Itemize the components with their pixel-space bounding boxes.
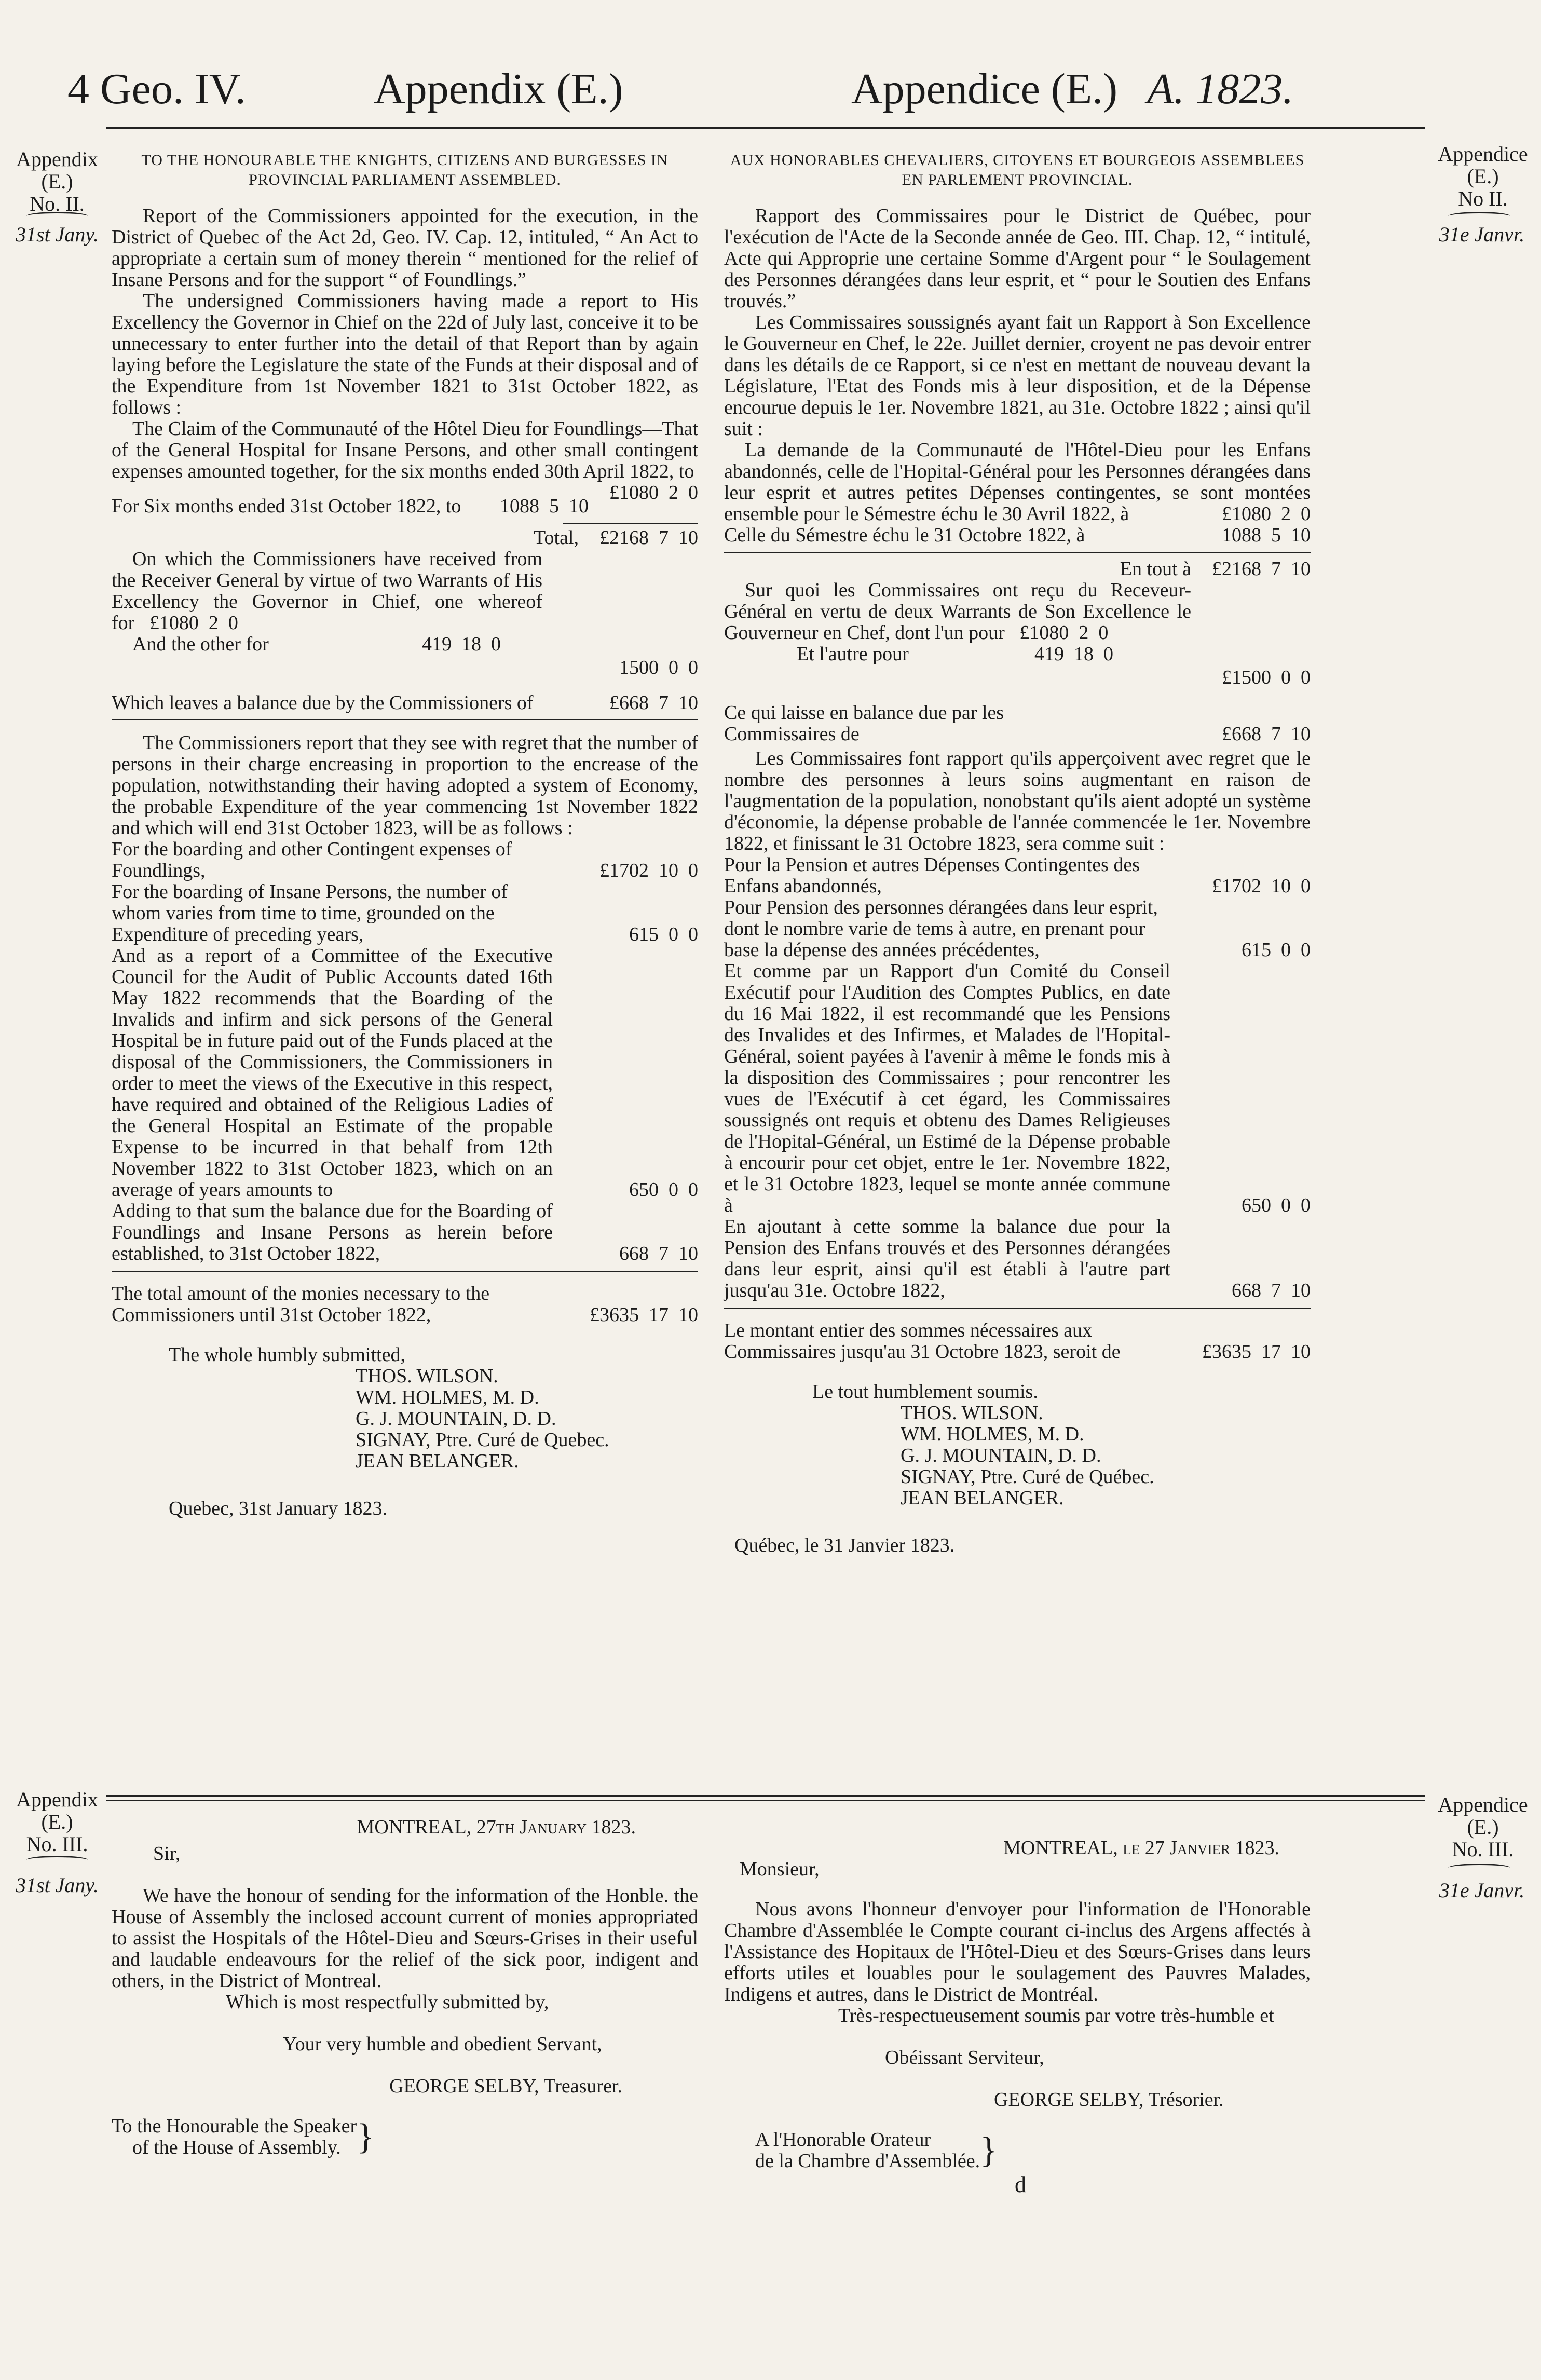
total-label-en: Total, <box>533 527 579 549</box>
other-row-fr <box>724 644 1191 665</box>
amount-six-fr: 1088 5 10 <box>1222 524 1311 546</box>
grand-amount-fr: £3635 17 10 <box>1202 1341 1311 1363</box>
salutation-fr: Monsieur, <box>740 1858 820 1880</box>
item2-amount-en: 615 0 0 <box>629 923 698 945</box>
signer-en-5: JEAN BELANGER. <box>356 1450 519 1472</box>
signature-fr: GEORGE SELBY, Trésorier. <box>994 2089 1224 2111</box>
addressee1-en: To the Honourable the Speaker <box>112 2115 357 2137</box>
closing2-en: Your very humble and obedient Servant, <box>283 2033 602 2055</box>
signer-en-1: THOS. WILSON. <box>356 1365 498 1387</box>
report-fr-column <box>724 151 1311 1556</box>
other-row-en <box>112 634 542 655</box>
six-months-en: For Six months ended 31st October 1822, to <box>112 495 461 517</box>
header-left-title: Appendix (E.) <box>374 65 623 113</box>
item3-row-en <box>112 945 698 1201</box>
intro-fr: Rapport des Commissaires pour le District de Québec, pour l'exécution de l'Acte de la Seconde année de Geo. III. Chap. 12, “ intitulé, Acte qui Approprie une certaine Somme d'Argent pour “ le Soulagement des Personnes dérangées dans leur esprit, et “ pour le Soutien des Enfans trouvés.” <box>724 205 1311 312</box>
margin-left-appendix-3: Appendix (E.) No. III. <box>16 1788 98 1856</box>
addressee2-en: of the House of Assembly. <box>132 2137 341 2158</box>
other-amount-fr: 419 18 0 <box>1034 643 1113 665</box>
item2-en: For the boarding of Insane Persons, the number of whom varies from time to time, grounded on the Expenditure of preceding years, <box>112 881 508 945</box>
item4-fr: En ajoutant à cette somme la balance due pour la Pension des Enfans trouvés et des Personnes dérangées dans leur esprit, ainsi qu'il est établi à l'autre part jusqu'au 31e. Octobre 1822, <box>724 1216 1170 1301</box>
letter-en-column <box>112 1817 698 2158</box>
received-total-fr: £1500 0 0 <box>1222 667 1311 688</box>
header-right-regnal: A. 1823. <box>1147 65 1294 113</box>
item2-fr: Pour Pension des personnes dérangées dans leur esprit, dont le nombre varie de tems à autre, en prenant pour base la dépense des années précédentes, <box>724 896 1158 961</box>
grand-amount-en: £3635 17 10 <box>590 1304 698 1326</box>
addressee1-fr: A l'Honorable Orateur <box>755 2129 931 2151</box>
header-left-regnal: 4 Geo. IV. <box>67 65 246 113</box>
item1-fr: Pour la Pension et autres Dépenses Contingentes des Enfans abandonnés, <box>724 854 1140 897</box>
para2-en <box>112 418 698 504</box>
rule-grand-en <box>112 1271 698 1272</box>
balance-fr: Ce qui laisse en balance due par les Commissaires de <box>724 702 1004 745</box>
received-total-en: 1500 0 0 <box>619 657 698 678</box>
intro-en: Report of the Commissioners appointed for the execution, in the District of Quebec of the Act 2d, Geo. IV. Cap. 12, intituled, “ An Act to appropriate a certain sum of money therein “ mentioned for the relief of Insane Persons and for the support “ of Foundlings.” <box>112 205 698 291</box>
salutation-en: Sir, <box>153 1843 181 1865</box>
rule-total-en <box>563 523 698 524</box>
item3-en: And as a report of a Committee of the Executive Council for the Audit of Public Accounts dated 16th May 1822 recommends that the Boarding of the Invalids and infirm and sick persons of the General Hospital be in future paid out of the Funds placed at the disposal of the Commissioners, the Commissioners in order to meet the views of the Executive in this respect, have required and obtained of the Religious Ladies of the General Hospital an Estimate of the propable Expense to be incurred in that behalf from 12th November 1822 to 31st October 1823, which on an average of years amounts to <box>112 945 553 1201</box>
grand-row-fr <box>724 1320 1311 1363</box>
six-months-row-fr <box>724 525 1311 546</box>
addressee-en <box>112 2116 698 2158</box>
place-date-fr: Québec, le 31 Janvier 1823. <box>734 1534 955 1556</box>
grand-row-en <box>112 1283 698 1326</box>
rule-balance-en <box>112 686 698 687</box>
grand-en: The total amount of the monies necessary to the Commissioners until 31st October 1822, <box>112 1283 490 1326</box>
received-fr <box>724 580 1191 644</box>
signer-fr-2: WM. HOLMES, M. D. <box>901 1423 1084 1445</box>
item2-amount-fr: 615 0 0 <box>1242 939 1311 961</box>
margin-left-brace-2 <box>26 212 88 221</box>
rule-balance-fr <box>724 696 1311 697</box>
margin-left-appendix-2: Appendix (E.) No. II. <box>16 147 98 216</box>
margin-right-brace-2 <box>1448 212 1510 221</box>
item1-amount-en: £1702 10 0 <box>599 860 698 881</box>
signer-fr-5: JEAN BELANGER. <box>901 1487 1064 1509</box>
addressee-lines-fr <box>755 2129 980 2172</box>
item4-amount-fr: 668 7 10 <box>1232 1280 1311 1301</box>
amount-april-en: £1080 2 0 <box>609 482 698 504</box>
item4-amount-en: 668 7 10 <box>619 1243 698 1264</box>
item1-row-fr <box>724 854 1311 897</box>
item3-row-fr <box>724 961 1311 1216</box>
balance-row-en <box>112 692 698 714</box>
dateline-en: MONTREAL, 27th January 1823. <box>357 1816 636 1838</box>
six-months-row-en <box>112 496 589 517</box>
margin-left-date-3: 31st Jany. <box>16 1873 99 1897</box>
margin-right-brace-3 <box>1448 1864 1510 1872</box>
header-right-title: Appendice (E.) <box>851 65 1118 113</box>
received-block-en <box>112 549 542 655</box>
item2-row-en <box>112 881 698 945</box>
signer-fr-1: THOS. WILSON. <box>901 1402 1043 1424</box>
item3-amount-en: 650 0 0 <box>629 1179 698 1201</box>
received-total-row-en <box>112 657 698 678</box>
total-row-en <box>112 527 698 549</box>
item4-en: Adding to that sum the balance due for the Boarding of Foundlings and Insane Persons as herein before established, to 31st October 1822, <box>112 1200 553 1264</box>
addressee-fr <box>724 2129 1311 2172</box>
received-amount-en: £1080 2 0 <box>149 612 238 634</box>
rule-grand-fr <box>724 1308 1311 1309</box>
margin-right-date-2: 31e Janvr. <box>1439 223 1525 246</box>
section-divider-bottom <box>106 1800 1425 1801</box>
received-amount-fr: £1080 2 0 <box>1019 622 1109 644</box>
received-block-fr <box>724 580 1191 665</box>
signature-mark: d <box>1015 2172 1026 2197</box>
item1-amount-fr: £1702 10 0 <box>1212 875 1311 897</box>
signer-fr-3: G. J. MOUNTAIN, D. D. <box>901 1445 1101 1466</box>
para1-fr: Les Commissaires soussignés ayant fait un Rapport à Son Excellence le Gouverneur en Chef, le 22e. Juillet dernier, croyent ne pas devoir entrer dans les détails de ce Rapport, si ce n'est en mettant de nouveau devant la Législature, l'Etat des Fonds mis à leur disposition, et de la Dépense encourue depuis le 1er. Novembre 1821, au 31e. Octobre 1822 ; ainsi qu'il suit : <box>724 311 1311 440</box>
rule-total-fr <box>724 552 1311 553</box>
para3-fr: Les Commissaires font rapport qu'ils apperçoivent avec regret que le nombre des personnes à leurs soins augmentant en raison de l'augmentation de la population, nonobstant qu'ils aient adopté un système d'économie, la dépense probable de l'année commencée le 1er. Novembre 1822, et finissant le 31 Octobre 1823, sera comme suit : <box>724 747 1311 854</box>
margin-right-appendix-3: Appendice (E.) No. III. <box>1438 1793 1528 1861</box>
margin-left-brace-3 <box>26 1856 88 1865</box>
para2-fr-text: La demande de la Communauté de l'Hôtel-Dieu pour les Enfans abandonnés, celle de l'Hopital-Général pour les Personnes dérangées dans leur esprit et autres petites Dépenses contingentes, se sont montées ensemble pour le Sémestre échu le 30 Avril 1822, à <box>724 439 1311 525</box>
balance-amount-en: £668 7 10 <box>609 692 698 714</box>
other-amount-en: 419 18 0 <box>422 633 501 655</box>
total-amount-en: £2168 7 10 <box>599 527 698 549</box>
total-row-fr <box>724 559 1311 580</box>
addressee-lines-en <box>112 2116 357 2158</box>
dateline-fr: MONTREAL, le 27 Janvier 1823. <box>1003 1837 1279 1859</box>
addressee2-fr: de la Chambre d'Assemblée. <box>755 2150 980 2172</box>
amount-april-fr: £1080 2 0 <box>1222 503 1311 525</box>
signers-fr <box>724 1403 1311 1509</box>
six-months-fr: Celle du Sémestre échu le 31 Octobre 1822, à <box>724 524 1085 546</box>
received-en-text: On which the Commissioners have received from the Receiver General by virtue of two Warrants of His Excellency the Governor in Chief, one whereof for <box>112 548 542 634</box>
signer-en-3: G. J. MOUNTAIN, D. D. <box>356 1408 556 1430</box>
closing2-fr: Obéissant Serviteur, <box>885 2047 1044 2069</box>
total-label-fr: En tout à <box>1120 558 1191 580</box>
brace-icon: } <box>357 2117 374 2157</box>
place-date-en: Quebec, 31st January 1823. <box>169 1498 388 1519</box>
margin-right-date-3: 31e Janvr. <box>1439 1879 1525 1902</box>
letter-body-fr: Nous avons l'honneur d'envoyer pour l'information de l'Honorable Chambre d'Assemblée le Compte courant ci-inclus des Argens affectés à l'Assistance des Hopitaux de l'Hôtel-Dieu et des Sœurs-Grises dans leurs efforts utiles et louables pour le soulagement des Pauvres Malades, Indigens et autres, dans le District de Montréal. <box>724 1898 1311 2005</box>
grand-fr: Le montant entier des sommes nécessaires aux Commissaires jusqu'au 31 Octobre 1823, seroit de <box>724 1320 1121 1363</box>
item4-row-en <box>112 1201 698 1264</box>
received-fr-text: Sur quoi les Commissaires ont reçu du Receveur-Général en vertu de deux Warrants de Son Excellence le Gouverneur en Chef, dont l'un pour <box>724 579 1191 644</box>
para2-fr <box>724 440 1311 525</box>
balance-en: Which leaves a balance due by the Commissioners of <box>112 692 534 714</box>
received-en <box>112 549 542 634</box>
item2-row-fr <box>724 897 1311 961</box>
other-en: And the other for <box>132 633 269 655</box>
margin-left-date-2: 31st Jany. <box>16 223 99 246</box>
report-en-column <box>112 151 698 1519</box>
section-divider-top <box>106 1795 1425 1797</box>
item4-row-fr <box>724 1216 1311 1301</box>
para1-en: The undersigned Commissioners having made a report to His Excellency the Governor in Chief on the 22d of July last, conceive it to be unnecessary to enter further into the detail of that Report than by again laying before the Legislature the state of the Funds at their disposal and of the Expenditure from 1st November 1821 to 31st October 1822, as follows : <box>112 290 698 418</box>
signer-en-2: WM. HOLMES, M. D. <box>356 1386 539 1408</box>
signers-en <box>112 1366 698 1472</box>
rule-para3-en <box>112 719 698 720</box>
signature-en: GEORGE SELBY, Treasurer. <box>389 2075 622 2097</box>
letter-fr-column <box>724 1817 1311 2195</box>
header-rule <box>106 127 1425 129</box>
item1-en: For the boarding and other Contingent expenses of Foundlings, <box>112 838 512 881</box>
amount-six-en: 1088 5 10 <box>500 495 589 517</box>
item1-row-en <box>112 839 698 881</box>
item3-fr: Et comme par un Rapport d'un Comité du Conseil Exécutif pour l'Audition des Comptes Publics, en date du 16 Mai 1822, il est recommandé que les Pensions des Invalides et des Infirmes, et Malades de l'Hopital-Général, soient payées à l'avenir à même le fonds mis à la disposition des Commissaires ; pour rencontrer les vues de l'Exécutif à cet égard, les Commissaires soussignés ont requis et obtenu des Dames Religieuses de l'Hopital-Général, un Estimé de la Dépense probable à encourir pour cet objet, entre le 1er. Novembre 1822, et le 31 Octobre 1823, lequel se monte année commune à <box>724 960 1170 1216</box>
signer-en-4: SIGNAY, Ptre. Curé de Quebec. <box>356 1429 609 1451</box>
submitted-en: The whole humbly submitted, <box>169 1344 405 1366</box>
address-fr: AUX HONORABLES CHEVALIERS, CITOYENS ET BOURGEOIS ASSEMBLEES EN PARLEMENT PROVINCIAL. <box>730 152 1305 188</box>
other-fr: Et l'autre pour <box>797 643 909 665</box>
total-amount-fr: £2168 7 10 <box>1212 558 1311 580</box>
para3-en: The Commissioners report that they see with regret that the number of persons in their charge encreasing in proportion to the encrease of the population, notwithstanding their having adopted a system of Economy, the probable Expenditure of the year commencing 1st November 1822 and which will end 31st October 1823, will be as follows : <box>112 732 698 839</box>
margin-right-appendix-2: Appendice (E.) No II. <box>1438 142 1528 211</box>
item3-amount-fr: 650 0 0 <box>1242 1194 1311 1216</box>
brace-icon: } <box>980 2130 998 2170</box>
closing1-en: Which is most respectfully submitted by, <box>226 1991 549 2013</box>
letter-body-en: We have the honour of sending for the information of the Honble. the House of Assembly the inclosed account current of monies appropriated to assist the Hospitals of the Hôtel-Dieu and Sœurs-Grises in their useful and laudable endeavours for the relief of the sick poor, indigent and others, in the District of Montreal. <box>112 1885 698 1992</box>
received-total-row-fr <box>724 667 1311 688</box>
address-en: TO THE HONOURABLE THE KNIGHTS, CITIZENS AND BURGESSES IN PROVINCIAL PARLIAMENT ASSEMBLED. <box>141 152 669 188</box>
balance-row-fr <box>724 702 1311 745</box>
signer-fr-4: SIGNAY, Ptre. Curé de Québec. <box>901 1466 1154 1488</box>
balance-amount-fr: £668 7 10 <box>1222 723 1311 745</box>
submitted-fr: Le tout humblement soumis. <box>812 1381 1038 1403</box>
para2-en-text: The Claim of the Communauté of the Hôtel Dieu for Foundlings—That of the General Hospital for Insane Persons, and other small contingent expenses amounted together, for the six months ended 30th April 1822, to <box>112 418 698 482</box>
closing1-fr: Très-respectueusement soumis par votre très-humble et <box>838 2005 1274 2027</box>
